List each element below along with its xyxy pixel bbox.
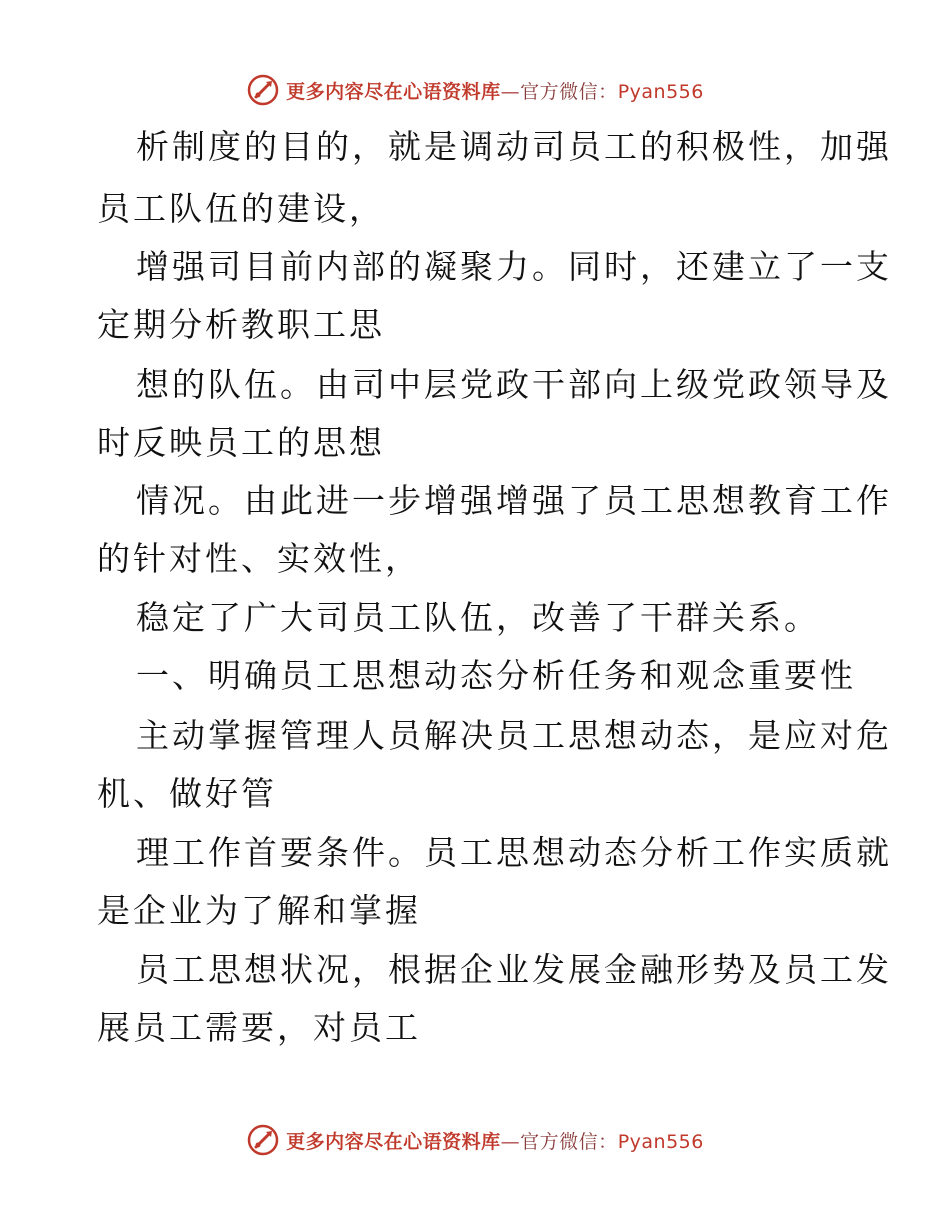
watermark-id: Pyan556 [617, 80, 704, 103]
text-line: 析制度的目的，就是调动司员工的积极性，加强 [136, 127, 892, 166]
text-line: 稳定了广大司员工队伍，改善了干群关系。 [136, 598, 820, 637]
text-line: 主动掌握管理人员解决员工思想动态，是应对危 [136, 716, 892, 755]
brand-logo-icon [246, 1123, 280, 1157]
watermark-label: 官方微信： [520, 1130, 618, 1153]
footer-watermark [0, 1120, 950, 1160]
watermark-dash: — [500, 80, 521, 103]
watermark-dash: — [500, 1130, 521, 1153]
text-line: 时反映员工的思想 [97, 423, 385, 462]
watermark-id: Pyan556 [617, 1130, 704, 1153]
watermark-brand: 更多内容尽在心语资料库 [286, 1130, 501, 1153]
text-line: 员工队伍的建设， [97, 189, 385, 228]
text-line: 想的队伍。由司中层党政干部向上级党政领导及 [136, 365, 892, 404]
text-line: 是企业为了解和掌握 [97, 891, 421, 930]
text-line: 定期分析教职工思 [97, 305, 385, 344]
text-line: 的针对性、实效性， [97, 539, 421, 578]
text-line: 员工思想状况，根据企业发展金融形势及员工发 [136, 950, 892, 989]
text-line: 展员工需要，对员工 [97, 1008, 421, 1047]
text-line: 情况。由此进一步增强增强了员工思想教育工作 [136, 481, 892, 520]
brand-logo-icon [246, 73, 280, 107]
watermark-label: 官方微信： [520, 80, 618, 103]
text-line: 增强司目前内部的凝聚力。同时，还建立了一支 [136, 247, 892, 286]
text-line: 机、做好管 [97, 774, 277, 813]
header-watermark [0, 70, 950, 110]
watermark-brand: 更多内容尽在心语资料库 [286, 80, 501, 103]
text-line: 理工作首要条件。员工思想动态分析工作实质就 [136, 833, 892, 872]
text-line: 一、明确员工思想动态分析任务和观念重要性 [136, 656, 856, 695]
